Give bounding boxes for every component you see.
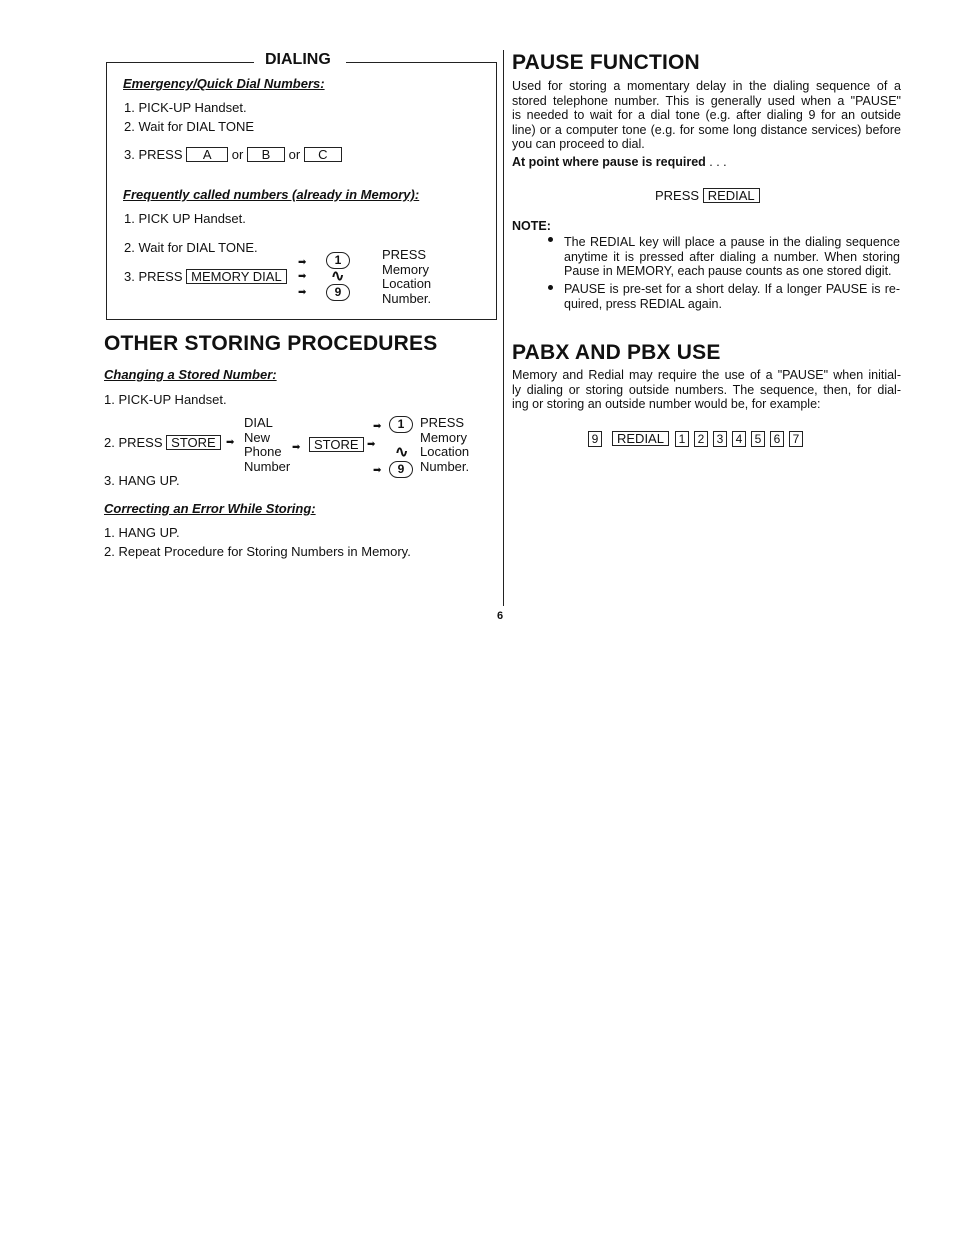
seq-key-digit: 3 xyxy=(713,431,727,447)
frequent-location-label: Location xyxy=(382,276,432,291)
page-number: 6 xyxy=(497,610,504,622)
frequent-step-2: 2. Wait for DIAL TONE. xyxy=(124,240,258,255)
tilde-range-icon: ∿ xyxy=(331,268,345,285)
pabx-body-line: ly dialing or storing outside numbers. The sequence, then, for dial- xyxy=(512,382,901,397)
arrow-icon: ➡ xyxy=(226,437,235,448)
key-a: A xyxy=(186,147,228,162)
circle-digit-9-icon: 9 xyxy=(389,461,413,478)
arrow-icon: ➡ xyxy=(367,439,376,450)
frequent-memory-label: Memory xyxy=(382,262,429,277)
changing-number-word: Number xyxy=(244,459,291,474)
frequent-step-1: 1. PICK UP Handset. xyxy=(124,211,246,226)
changing-step-3: 3. HANG UP. xyxy=(104,473,180,488)
at-point-ellipsis: . . . xyxy=(709,155,727,169)
note-2 xyxy=(564,282,900,311)
correcting-heading: Correcting an Error While Storing: xyxy=(104,501,316,516)
dialing-title: DIALING xyxy=(265,51,331,68)
seq-key-digit: 6 xyxy=(770,431,784,447)
correcting-step-2: 2. Repeat Procedure for Storing Numbers in Memory. xyxy=(104,544,411,559)
pabx-body xyxy=(512,368,901,412)
changing-location-label: Location xyxy=(420,444,470,459)
arrow-icon: ➡ xyxy=(298,287,307,298)
note-1-line: Pause in MEMORY, each pause counts as one stored digit. xyxy=(564,264,892,278)
tilde-range-icon: ∿ xyxy=(395,444,409,461)
circle-digit-1-icon: 1 xyxy=(326,252,350,269)
or-text-2: or xyxy=(288,147,301,162)
pause-at-point xyxy=(512,155,727,170)
arrow-icon: ➡ xyxy=(373,421,382,432)
seq-redial-key: REDIAL xyxy=(612,431,669,446)
seq-key-9: 9 xyxy=(588,431,602,447)
pause-press-redial xyxy=(655,188,760,203)
emergency-step-1: 1. PICK-UP Handset. xyxy=(124,100,247,115)
pabx-title: PABX AND PBX USE xyxy=(512,341,721,364)
bullet-icon xyxy=(548,285,553,290)
note-1-line: The REDIAL key will place a pause in the dialing sequence xyxy=(564,235,900,249)
emergency-step-2: 2. Wait for DIAL TONE xyxy=(124,119,255,134)
changing-heading: Changing a Stored Number: xyxy=(104,367,277,382)
store-key: STORE xyxy=(309,437,364,452)
emergency-heading: Emergency/Quick Dial Numbers: xyxy=(123,76,325,91)
bullet-icon xyxy=(548,237,553,242)
or-text-1: or xyxy=(231,147,244,162)
circle-digit-9-icon: 9 xyxy=(326,284,350,301)
arrow-icon: ➡ xyxy=(298,257,307,268)
redial-key: REDIAL xyxy=(703,188,760,203)
pause-body-line: stored telephone number. This is generally used when a "PAUSE" xyxy=(512,93,901,108)
note-1-line: anytime it is pressed after dialing a number. When storing xyxy=(564,249,900,264)
changing-press-label: PRESS xyxy=(420,415,465,430)
seq-key-digit: 1 xyxy=(675,431,689,447)
changing-step-2 xyxy=(104,435,221,450)
changing-step-2-prefix: 2. PRESS xyxy=(104,435,163,450)
pause-press-label: PRESS xyxy=(655,188,700,203)
seq-key-digit: 5 xyxy=(751,431,765,447)
emergency-step-3 xyxy=(124,147,342,162)
pause-body xyxy=(512,79,901,152)
circle-digit-1-icon: 1 xyxy=(389,416,413,433)
pause-body-line: line) or a computer tone (e.g. for some long distance services) before xyxy=(512,122,901,137)
dialing-box-top-left-line xyxy=(106,62,254,63)
other-storing-title: OTHER STORING PROCEDURES xyxy=(104,332,438,355)
pabx-sequence xyxy=(588,431,808,447)
key-c: C xyxy=(304,147,342,162)
pabx-body-line: ing or storing an outside number would be, for example: xyxy=(512,397,821,411)
correcting-step-1: 1. HANG UP. xyxy=(104,525,180,540)
column-divider xyxy=(503,50,504,606)
pause-body-line: you can proceed to dial. xyxy=(512,137,645,151)
changing-number-label: Number. xyxy=(420,459,470,474)
note-1 xyxy=(564,235,900,279)
frequent-heading: Frequently called numbers (already in Memory): xyxy=(123,187,420,202)
store-key: STORE xyxy=(166,435,221,450)
note-2-line: quired, press REDIAL again. xyxy=(564,296,722,311)
pause-body-line: is needed to wait for a dial tone (e.g. after dialing 9 for an outside xyxy=(512,108,901,122)
note-label: NOTE: xyxy=(512,219,551,233)
at-point-text: At point where pause is required xyxy=(512,155,706,169)
frequent-step-3-prefix: 3. PRESS xyxy=(124,269,183,284)
pause-function-title: PAUSE FUNCTION xyxy=(512,51,700,74)
pabx-body-line: Memory and Redial may require the use of a "PAUSE" when initial- xyxy=(512,368,901,382)
arrow-icon: ➡ xyxy=(298,271,307,282)
arrow-icon: ➡ xyxy=(292,442,301,453)
changing-step-1: 1. PICK-UP Handset. xyxy=(104,392,227,407)
pause-body-line: Used for storing a momentary delay in the dialing sequence of a xyxy=(512,79,901,93)
seq-key-digit: 2 xyxy=(694,431,708,447)
frequent-number-label: Number. xyxy=(382,291,432,306)
changing-memory-label: Memory xyxy=(420,430,467,445)
emergency-step-3-prefix: 3. PRESS xyxy=(124,147,183,162)
frequent-press-label: PRESS xyxy=(382,247,427,262)
store-key-2-wrap xyxy=(309,437,364,452)
seq-key-digit: 7 xyxy=(789,431,803,447)
note-2-line: PAUSE is pre-set for a short delay. If a longer PAUSE is re- xyxy=(564,282,900,296)
dialing-box-top-right-line xyxy=(346,62,496,63)
arrow-icon: ➡ xyxy=(373,465,382,476)
changing-dial-label: DIAL xyxy=(244,415,273,430)
memory-dial-key: MEMORY DIAL xyxy=(186,269,287,284)
changing-phone-label: Phone xyxy=(244,444,282,459)
key-b: B xyxy=(247,147,285,162)
seq-key-digit: 4 xyxy=(732,431,746,447)
changing-new-label: New xyxy=(244,430,271,445)
frequent-step-3 xyxy=(124,269,287,284)
